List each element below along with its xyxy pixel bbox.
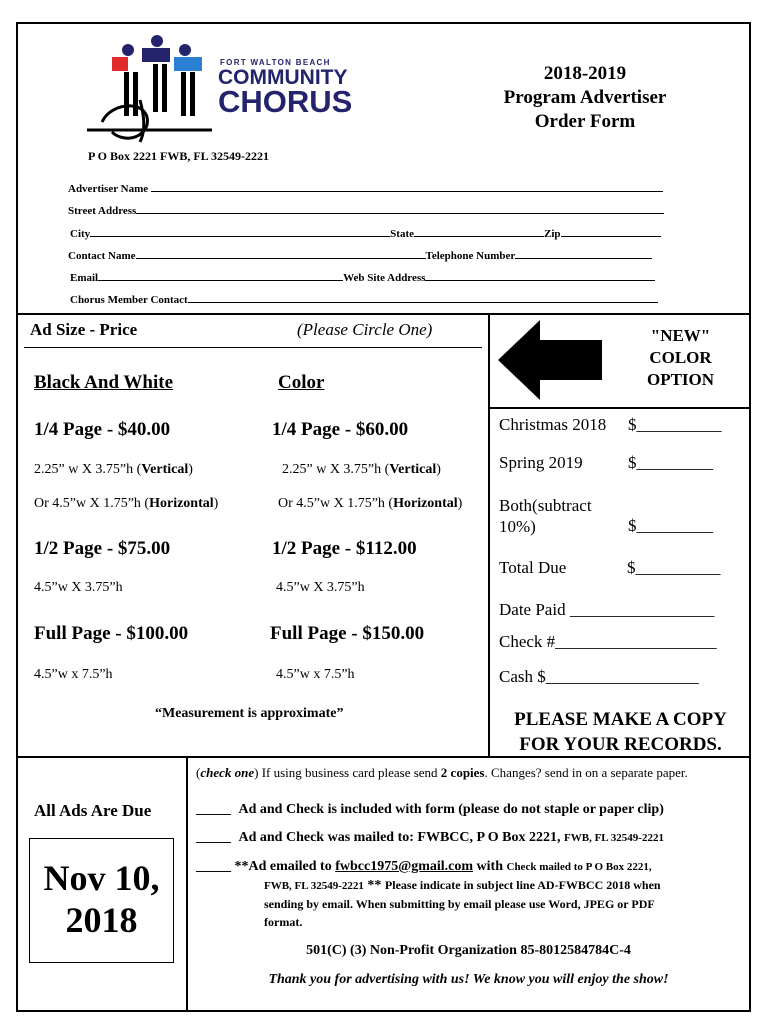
check-number-field[interactable]: Check #___________________ [499,632,717,651]
state-field[interactable] [414,226,544,237]
half-bw-dims: 4.5”w X 3.75”h [34,580,123,595]
due-date-box [29,838,174,963]
chorus-logo [82,30,353,145]
option-emailed[interactable]: _____ **Ad emailed to fwbcc1975@gmail.com with Check mailed to P O Box 2221, FWB, FL 32549-2221 ** Please indicate in subject line AD-FWBCC 2018 when sending by email. When submitting by email please use Word, JPEG or PDF format. [196,859,661,929]
logo-line3: CHORUS [218,84,353,119]
full-bw-dims: 4.5”w x 7.5”h [34,667,113,682]
email-label: Email [70,272,99,284]
new-color-option [628,325,733,391]
check-one-note: (check one) If using business card please send 2 copies. Changes? send in on a separate paper. [196,765,688,780]
zip-field[interactable] [561,226,661,237]
christmas-label: Christmas 2018 [499,415,607,434]
option-included-blank: _____ [196,802,231,817]
option-mailed[interactable]: _____ Ad and Check was mailed to: FWBCC, P O Box 2221, FWB, FL 32549-2221 [196,830,664,845]
full-color-price[interactable]: Full Page - $150.00 [270,623,425,644]
quarter-bw-horizontal: Or 4.5”w X 1.75”h (Horizontal) [34,496,219,511]
due-date-line1: Nov 10, [43,858,160,898]
due-date-line2: 2018 [65,900,138,940]
new-option-line3: OPTION [646,370,715,389]
email-web-row [70,270,655,284]
quarter-bw-price[interactable]: 1/4 Page - $40.00 [34,419,171,440]
cash-field[interactable]: Cash $__________________ [499,667,699,686]
total-label: Total Due [499,558,567,577]
new-option-line1: "NEW" [650,326,711,345]
full-bw-price[interactable]: Full Page - $100.00 [34,623,189,644]
section-divider-top [16,313,751,315]
contact-name-label: Contact Name [68,250,136,262]
pricing-right-divider [488,313,490,756]
option-mailed-blank: _____ [196,830,231,845]
logo-line1: FORT WALTON BEACH [220,58,331,67]
option-emailed-blank: _____ [196,859,231,874]
circle-note: (Please Circle One) [297,320,433,339]
measurement-note: “Measurement is approximate” [155,706,344,721]
logo-line2: COMMUNITY [218,66,348,89]
nonprofit-info: 501(C) (3) Non-Profit Organization 85-8012584784C-4 [306,943,631,958]
singers-icon [82,30,222,145]
chorus-contact-field[interactable] [70,292,658,306]
quarter-bw-vertical: 2.25” w X 3.75”h (Vertical) [34,462,193,477]
state-label: State [390,228,414,240]
all-ads-due-label: All Ads Are Due [34,801,152,820]
advertiser-name-field[interactable] [68,181,663,195]
arrow-left-icon [496,318,606,402]
both-label: Both(subtract 10%) [499,496,592,536]
title-year: 2018-2019 [543,63,627,84]
bw-heading: Black And White [34,372,174,393]
telephone-field[interactable] [515,248,652,259]
half-color-dims: 4.5”w X 3.75”h [276,580,365,595]
half-color-price[interactable]: 1/2 Page - $112.00 [272,538,417,559]
quarter-color-price[interactable]: 1/4 Page - $60.00 [272,419,409,440]
option-included[interactable]: _____ Ad and Check is included with form (please do not staple or paper clip) [196,802,664,817]
thank-you-note: Thank you for advertising with us! We know you will enjoy the show! [268,972,669,987]
new-option-line2: COLOR [649,348,712,367]
city-label: City [70,228,91,240]
email-field[interactable] [98,270,343,281]
heading-underline [24,347,482,348]
title-line2: Program Advertiser [503,87,667,108]
christmas-amount-field[interactable]: $__________ [628,415,722,434]
website-label: Web Site Address [343,272,426,284]
website-field[interactable] [425,270,655,281]
full-color-dims: 4.5”w x 7.5”h [276,667,355,682]
title-line3: Order Form [534,111,636,132]
contact-email-link[interactable]: fwbcc1975@gmail.com [335,859,474,874]
chorus-contact-label: Chorus Member Contact [70,294,188,306]
color-heading: Color [278,372,325,393]
date-paid-field[interactable]: Date Paid _________________ [499,600,715,619]
new-option-divider [488,407,751,409]
advertiser-name-label: Advertiser Name [68,183,149,195]
both-amount-field[interactable]: $_________ [628,516,713,535]
quarter-color-horizontal: Or 4.5”w X 1.75”h (Horizontal) [278,496,463,511]
street-address-label: Street Address [68,205,137,217]
form-title [470,62,700,134]
total-amount-field[interactable]: $__________ [627,558,721,577]
zip-label: Zip [544,228,561,240]
spring-amount-field[interactable]: $_________ [628,453,713,472]
city-field[interactable] [90,226,390,237]
contact-phone-row [68,248,652,262]
telephone-label: Telephone Number [425,250,516,262]
copy-notice: PLEASE MAKE A COPY FOR YOUR RECORDS. [514,709,727,755]
half-bw-price[interactable]: 1/2 Page - $75.00 [34,538,171,559]
pricing-heading: Ad Size - Price [30,320,138,339]
quarter-color-vertical: 2.25” w X 3.75”h (Vertical) [282,462,441,477]
chorus-address: P O Box 2221 FWB, FL 32549-2221 [88,149,270,163]
city-state-zip-row [70,226,661,240]
contact-name-field[interactable] [136,248,426,259]
street-address-field[interactable] [68,203,664,217]
spring-label: Spring 2019 [499,453,583,472]
